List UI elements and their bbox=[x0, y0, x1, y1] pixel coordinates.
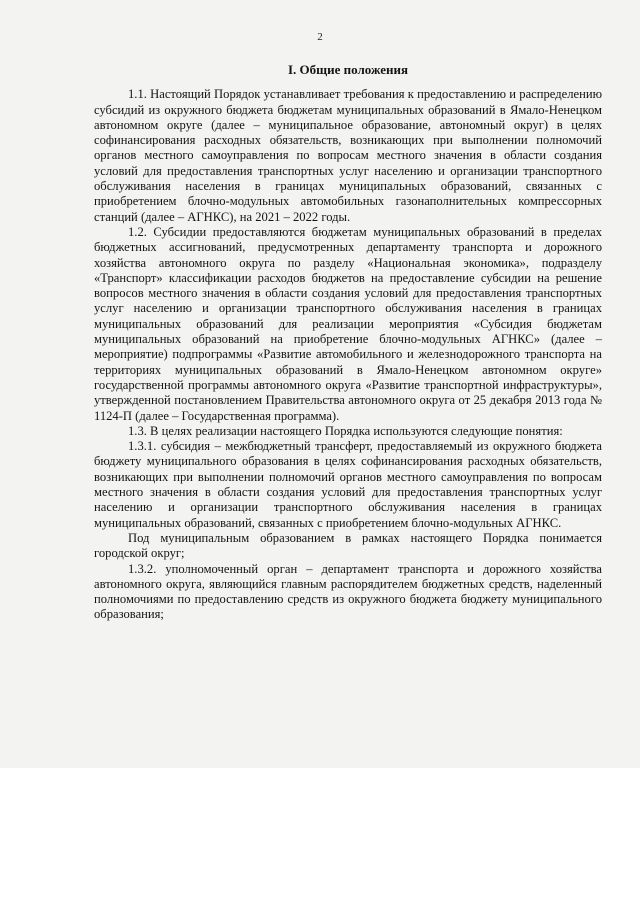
paragraph-1-1: 1.1. Настоящий Порядок устанавливает требования к предоставлению и распределению субсидий из окружного бюджета бюджетам муниципальных образований в Ямало-Ненецком автономном округе (далее – муниципальное образование, автономный округ) в целях софинансирования расходных обязательств, возникающих при выполнении полномочий органов местного самоуправления по вопросам местного значения в области создания условий для предоставления транспортных услуг населению и организации транспортного обслуживания населения в границах муниципальных образований, связанных с приобретением блочно-модульных автомобильных газонаполнительных компрессорных станций (далее – АГНКС), на 2021 – 2022 годы. bbox=[94, 87, 602, 224]
paragraph-1-3-1: 1.3.1. субсидия – межбюджетный трансферт, предоставляемый из окружного бюджета бюджету муниципального образования в целях софинансирования расходных обязательств, возникающих при выполнении полномочий органов местного самоуправления по вопросам местного значения в области создания условий для предоставления транспортных услуг населению и организации транспортного обслуживания населения в границах муниципальных образований, связанных с приобретением блочно-модульных АГНКС. bbox=[94, 439, 602, 530]
blank-area bbox=[0, 768, 640, 905]
paragraph-1-3: 1.3. В целях реализации настоящего Порядка используются следующие понятия: bbox=[128, 423, 563, 438]
paragraph-1-3-2: 1.3.2. уполномоченный орган – департамент транспорта и дорожного хозяйства автономного округа, являющийся главным распорядителем бюджетных средств, наделенный полномочиями по предоставлению средств из окружного бюджета бюджету муниципального образования; bbox=[94, 561, 602, 622]
page-number: 2 bbox=[317, 31, 323, 43]
paragraph-1-2: 1.2. Субсидии предоставляются бюджетам муниципальных образований в пределах бюджетных ассигнований, предусмотренных департаменту транспорта и дорожного хозяйства автономного округа по разделу «Национальная экономика», подразделу «Транспорт» классификации расходов бюджетов на предоставление субсидии на решение вопросов местного значения в области создания условий для предоставления транспортных услуг населению и организации транспортного обслуживания населения в границах муниципальных образований для реализации мероприятия «Субсидия бюджетам муниципальных образований на приобретение блочно-модульных АГНКС» (далее – мероприятие) подпрограммы «Развитие автомобильного и железнодорожного транспорта на территориях муниципальных образований в Ямало-Ненецком автономном округе» государственной программы автономного округа «Развитие транспортной инфраструктуры», утвержденной постановлением Правительства автономного округа от 25 декабря 2013 года № 1124-П (далее – Государственная программа). bbox=[94, 224, 602, 423]
document-body bbox=[94, 62, 602, 623]
section-heading: I. Общие положения bbox=[288, 62, 408, 77]
paragraph-municipal-definition: Под муниципальным образованием в рамках настоящего Порядка понимается городской округ; bbox=[94, 530, 602, 561]
